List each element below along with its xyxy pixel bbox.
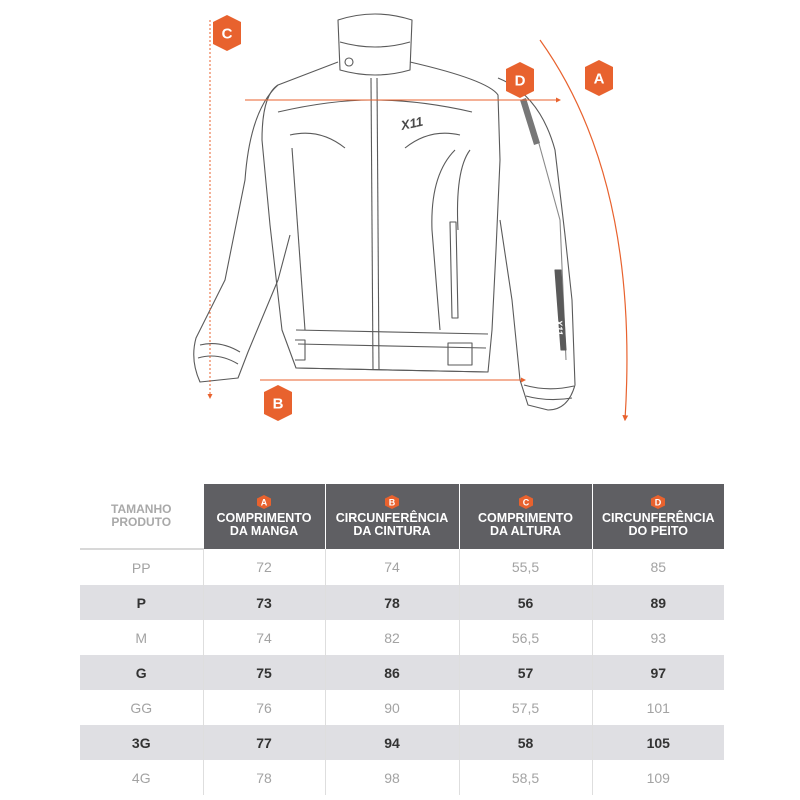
column-header-comprimento-altura: C COMPRIMENTO DA ALTURA bbox=[459, 484, 592, 549]
svg-text:D: D bbox=[655, 497, 662, 508]
height-cell: 58,5 bbox=[459, 760, 592, 795]
table-row bbox=[80, 655, 724, 690]
svg-text:D: D bbox=[514, 72, 526, 90]
size-chart-table bbox=[80, 484, 724, 795]
size-cell: P bbox=[80, 585, 203, 620]
waist-cell: 74 bbox=[325, 549, 459, 585]
size-cell: 4G bbox=[80, 760, 203, 795]
table-row bbox=[80, 725, 724, 760]
size-cell: PP bbox=[80, 549, 203, 585]
svg-text:B: B bbox=[388, 497, 396, 508]
waist-cell: 78 bbox=[325, 585, 459, 620]
badge-a-header bbox=[256, 495, 272, 509]
height-cell: 56,5 bbox=[459, 620, 592, 655]
table-row bbox=[80, 690, 724, 725]
size-cell: 3G bbox=[80, 725, 203, 760]
badge-a bbox=[585, 60, 613, 96]
sleeve-length-cell: 75 bbox=[203, 655, 325, 690]
sleeve-length-cell: 78 bbox=[203, 760, 325, 795]
column-header-circunferencia-peito: D CIRCUNFERÊNCIA DO PEITO bbox=[592, 484, 724, 549]
size-cell: G bbox=[80, 655, 203, 690]
chest-cell: 85 bbox=[592, 549, 724, 585]
column-header-circunferencia-cintura: B CIRCUNFERÊNCIA DA CINTURA bbox=[325, 484, 459, 549]
waist-cell: 94 bbox=[325, 725, 459, 760]
size-cell: M bbox=[80, 620, 203, 655]
height-cell: 58 bbox=[459, 725, 592, 760]
waist-cell: 86 bbox=[325, 655, 459, 690]
chest-cell: 101 bbox=[592, 690, 724, 725]
sleeve-length-cell: 74 bbox=[203, 620, 325, 655]
table-row bbox=[80, 549, 724, 585]
table-row bbox=[80, 760, 724, 795]
chest-logo: X11 bbox=[399, 113, 425, 133]
badge-c bbox=[213, 15, 241, 51]
table-row bbox=[80, 620, 724, 655]
chest-cell: 109 bbox=[592, 760, 724, 795]
height-cell: 57,5 bbox=[459, 690, 592, 725]
sleeve-length-cell: 76 bbox=[203, 690, 325, 725]
chest-cell: 105 bbox=[592, 725, 724, 760]
waist-cell: 98 bbox=[325, 760, 459, 795]
chest-cell: 93 bbox=[592, 620, 724, 655]
svg-text:C: C bbox=[522, 497, 529, 508]
sleeve-length-cell: 72 bbox=[203, 549, 325, 585]
badge-b bbox=[264, 385, 292, 421]
chest-cell: 97 bbox=[592, 655, 724, 690]
table-header-row bbox=[80, 484, 724, 549]
waist-cell: 82 bbox=[325, 620, 459, 655]
column-header-comprimento-manga: A COMPRIMENTO DA MANGA bbox=[203, 484, 325, 549]
waist-cell: 90 bbox=[325, 690, 459, 725]
height-cell: 56 bbox=[459, 585, 592, 620]
badge-b-header bbox=[384, 495, 400, 509]
sleeve-length-cell: 73 bbox=[203, 585, 325, 620]
chest-cell: 89 bbox=[592, 585, 724, 620]
svg-text:A: A bbox=[260, 497, 268, 508]
badge-d bbox=[506, 62, 534, 98]
measure-arc-a bbox=[540, 40, 627, 420]
sleeve-logo: X11 bbox=[554, 319, 565, 336]
table-row bbox=[80, 585, 724, 620]
svg-text:C: C bbox=[221, 25, 233, 43]
height-cell: 57 bbox=[459, 655, 592, 690]
svg-text:A: A bbox=[593, 70, 605, 88]
size-cell: GG bbox=[80, 690, 203, 725]
badge-d-header bbox=[650, 495, 666, 509]
height-cell: 55,5 bbox=[459, 549, 592, 585]
svg-text:B: B bbox=[272, 395, 284, 413]
badge-c-header bbox=[518, 495, 534, 509]
column-header-tamanho-produto: TAMANHO PRODUTO bbox=[80, 484, 203, 549]
sleeve-length-cell: 77 bbox=[203, 725, 325, 760]
